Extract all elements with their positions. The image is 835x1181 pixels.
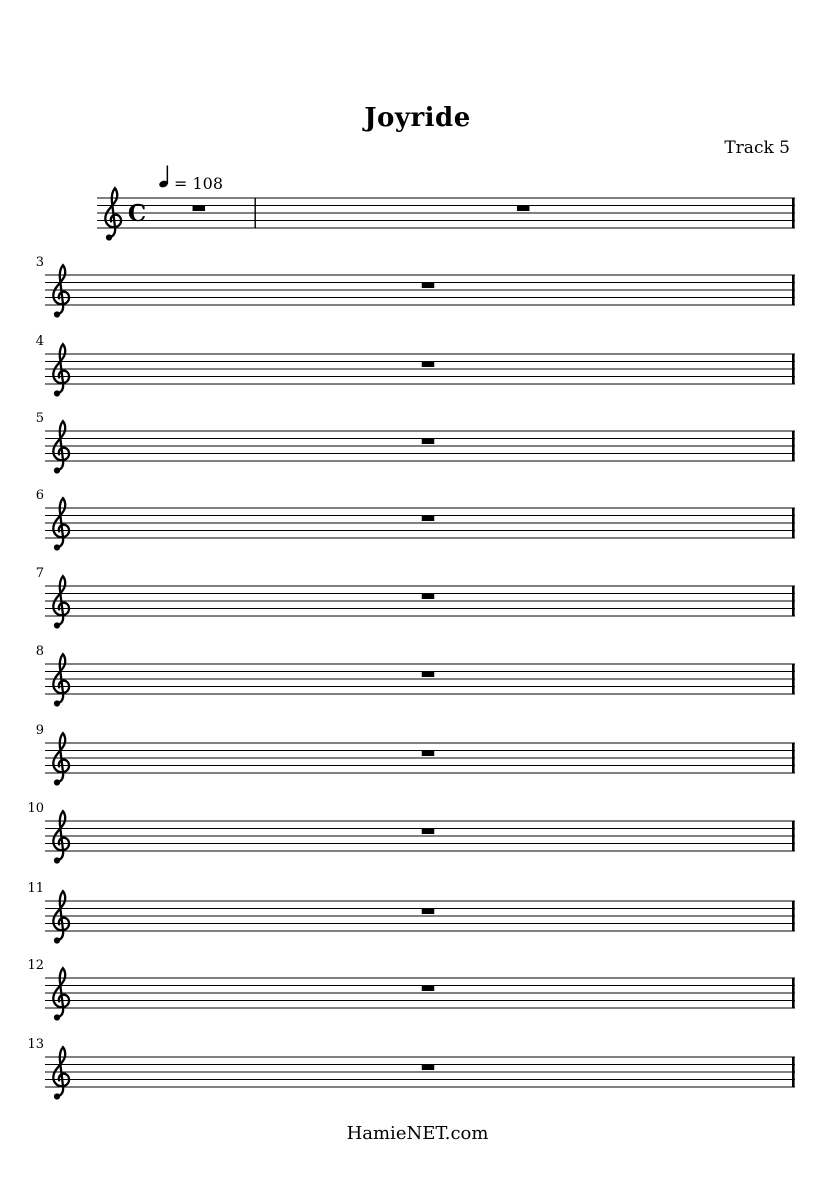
tempo-text: = 108 <box>174 174 224 193</box>
barline <box>792 1057 795 1088</box>
barline <box>792 978 795 1009</box>
barline <box>792 821 795 852</box>
measure-number: 11 <box>27 881 44 896</box>
page-title: Joyride <box>364 103 471 133</box>
treble-clef-icon <box>53 811 69 863</box>
barline <box>792 275 795 306</box>
treble-clef-icon <box>53 654 69 706</box>
measure-number: 8 <box>35 644 44 659</box>
treble-clef-icon <box>53 344 69 396</box>
whole-rest <box>422 986 435 991</box>
whole-rest <box>422 751 435 756</box>
measure-number: 4 <box>35 334 44 349</box>
barline <box>792 743 795 774</box>
whole-rest <box>422 594 435 599</box>
treble-clef-icon <box>53 421 69 473</box>
measure-number: 6 <box>35 488 44 503</box>
measure-number: 7 <box>35 566 44 581</box>
measure-number: 13 <box>27 1037 44 1052</box>
staff-system <box>0 566 835 628</box>
treble-clef-icon <box>53 265 69 317</box>
staff-system <box>0 644 835 706</box>
treble-clef-icon <box>53 968 69 1020</box>
whole-rest <box>193 206 206 211</box>
staff-system <box>0 488 835 550</box>
treble-clef-icon <box>53 498 69 550</box>
measure-number: 9 <box>35 723 44 738</box>
barline <box>792 198 795 229</box>
staff-system <box>0 334 835 396</box>
whole-rest <box>517 206 530 211</box>
staff-system <box>0 958 835 1020</box>
barline <box>255 198 256 229</box>
measure-number: 10 <box>27 801 44 816</box>
barline <box>792 508 795 539</box>
track-label: Track 5 <box>724 138 790 158</box>
whole-rest <box>422 516 435 521</box>
staff-system <box>97 162 795 242</box>
staff-system <box>0 723 835 785</box>
whole-rest <box>422 362 435 367</box>
treble-clef-icon <box>53 891 69 943</box>
measure-number: 12 <box>27 958 44 973</box>
treble-clef-icon <box>53 733 69 785</box>
barline <box>792 901 795 932</box>
treble-clef-icon <box>53 1047 69 1099</box>
treble-clef-icon <box>105 188 121 240</box>
time-signature: C <box>127 200 147 227</box>
staff-system <box>0 255 835 317</box>
barline <box>792 354 795 385</box>
measure-number: 3 <box>35 255 44 270</box>
whole-rest <box>422 672 435 677</box>
whole-rest <box>422 909 435 914</box>
whole-rest <box>422 829 435 834</box>
barline <box>792 586 795 617</box>
barline <box>792 664 795 695</box>
treble-clef-icon <box>53 576 69 628</box>
staff-system <box>0 411 835 473</box>
whole-rest <box>422 283 435 288</box>
staff-system <box>0 1037 835 1099</box>
footer-site-text: HamieNET.com <box>346 1123 489 1144</box>
whole-rest <box>422 1065 435 1070</box>
measure-number: 5 <box>35 411 44 426</box>
staff-system <box>0 881 835 943</box>
tempo-marking <box>158 166 223 194</box>
barline <box>792 431 795 462</box>
staff-system <box>0 801 835 863</box>
whole-rest <box>422 439 435 444</box>
